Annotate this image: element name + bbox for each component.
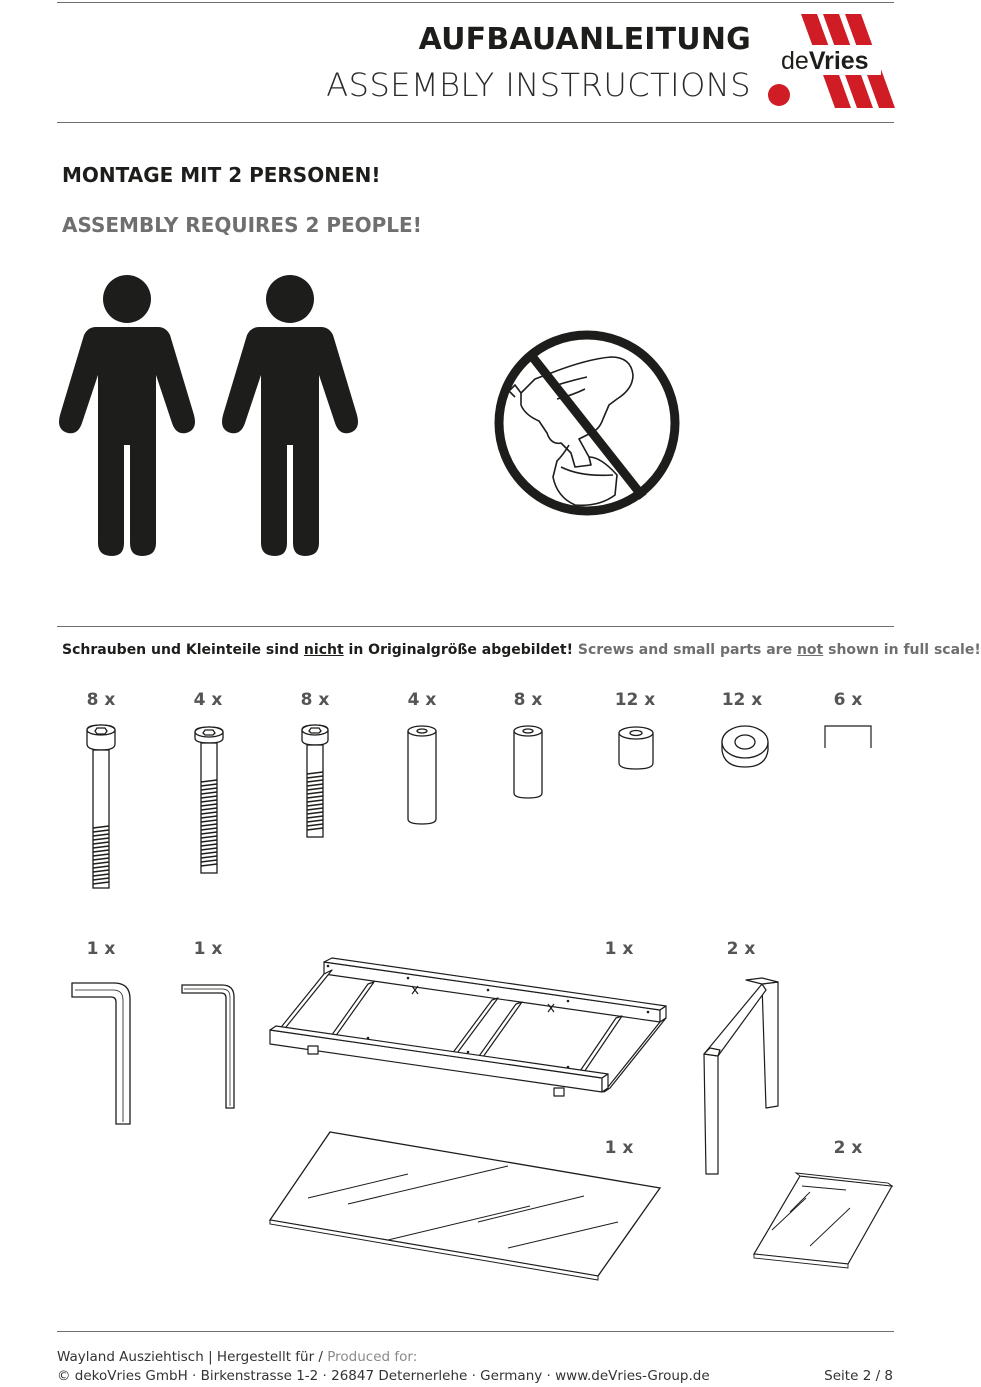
hardware-qty: 8 x [86, 690, 116, 710]
part-qty: 2 x [833, 1138, 863, 1158]
heading-english: ASSEMBLY REQUIRES 2 PEOPLE! [62, 213, 422, 237]
long-sleeve-icon [406, 725, 438, 827]
hardware-qty: 8 x [300, 690, 330, 710]
hardware-qty: 12 x [721, 690, 763, 710]
no-power-drill-icon [491, 327, 683, 519]
page-number: Seite 2 / 8 [824, 1368, 893, 1384]
title-english: ASSEMBLY INSTRUCTIONS [326, 66, 751, 104]
scale-note-de-before: Schrauben und Kleinteile sind [62, 642, 304, 658]
header-rule [57, 122, 894, 123]
devries-logo [765, 12, 897, 112]
svg-text:deVries [781, 47, 869, 75]
footer-line-1 [57, 1349, 417, 1365]
table-leg-icon [700, 978, 784, 1180]
part-qty: 1 x [604, 1138, 634, 1158]
washer-icon [720, 724, 770, 770]
title-german: AUFBAUANLEITUNG [418, 22, 751, 57]
hardware-qty: 12 x [614, 690, 656, 710]
logo-de-text: de [781, 47, 809, 75]
scale-note-en-after: shown in full scale! [823, 642, 981, 658]
heading-german: MONTAGE MIT 2 PERSONEN! [62, 163, 381, 187]
hardware-qty: 8 x [513, 690, 543, 710]
part-qty: 1 x [604, 939, 634, 959]
part-qty: 2 x [726, 939, 756, 959]
footer-address: © dekoVries GmbH · Birkenstrasse 1-2 · 26847 Deternerlehe · Germany · www.deVries-Group.de [57, 1368, 710, 1384]
table-frame-icon [268, 950, 668, 1110]
short-sleeve-icon [617, 726, 655, 772]
sleeve-icon [512, 725, 544, 801]
section-rule [57, 626, 894, 627]
long-bolt-icon [84, 724, 118, 892]
footer-produced-for: Produced for: [327, 1349, 418, 1365]
large-allen-key-icon [70, 980, 134, 1128]
logo-vries-text: Vries [808, 47, 869, 75]
scale-note-de-emph: nicht [303, 642, 344, 658]
scale-note-en-emph: not [796, 642, 824, 658]
glass-extension-icon [750, 1172, 896, 1270]
top-rule [57, 2, 894, 3]
glass-top-icon [268, 1130, 664, 1280]
hardware-qty: 4 x [193, 690, 223, 710]
bracket-clip-icon [824, 724, 874, 750]
bolt-icon [193, 726, 225, 876]
small-allen-key-icon [180, 982, 238, 1112]
hardware-qty: 4 x [407, 690, 437, 710]
short-bolt-icon [300, 724, 330, 840]
scale-note-en-before: Screws and small parts are [573, 642, 797, 658]
person-icon [58, 275, 198, 557]
footer-rule [57, 1331, 894, 1332]
footer-product: Wayland Ausziehtisch [57, 1349, 204, 1365]
person-icon [221, 275, 361, 557]
part-qty: 1 x [86, 939, 116, 959]
scale-note-de-after: in Originalgröße abgebildet! [343, 642, 573, 658]
hardware-qty: 6 x [833, 690, 863, 710]
footer-separator: | Hergestellt für / [203, 1349, 328, 1365]
part-qty: 1 x [193, 939, 223, 959]
scale-note [62, 642, 981, 658]
